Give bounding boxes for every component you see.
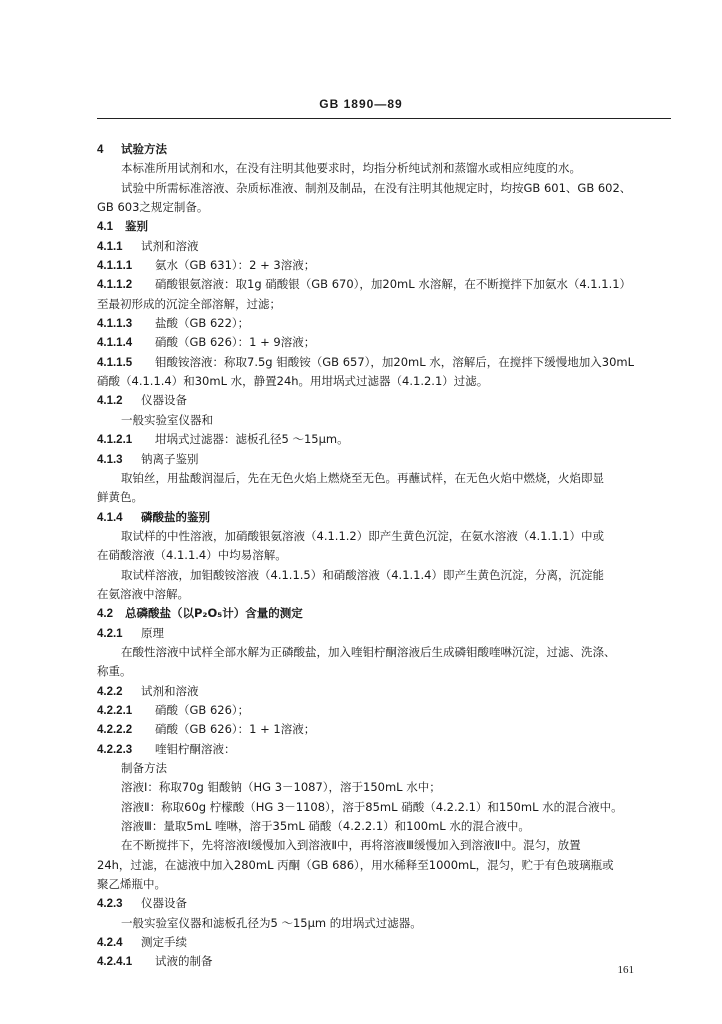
section-heading: 4.1 鉴别 (97, 219, 148, 234)
paragraph-line: 至最初形成的沉淀全部溶解，过滤； (97, 296, 281, 311)
section-heading: 4.2 总磷酸盐（以P₂O₅计）含量的测定 (97, 606, 303, 621)
paragraph-line: 溶液Ⅰ：称取70g 钼酸钠（HG 3－1087），溶于150mL 水中； (121, 780, 441, 795)
clause-line: 4.2.4.1 试液的制备 (97, 954, 213, 969)
subsection-heading: 4.2.1 原理 (97, 625, 164, 640)
paragraph-line: 在酸性溶液中试样全部水解为正磷酸盐，加入喹钼柠酮溶液后生成磷钼酸喹啉沉淀，过滤、洗涤、 (121, 644, 616, 659)
subsection-heading: 4.2.4 测定手续 (97, 935, 187, 950)
paragraph-line: 在硝酸溶液（4.1.1.4）中均易溶解。 (97, 548, 287, 563)
paragraph-line: 取试样溶液，加钼酸铵溶液（4.1.1.5）和硝酸溶液（4.1.1.4）即产生黄色沉淀，分离，沉淀能 (121, 567, 604, 582)
paragraph-line: 取铂丝，用盐酸润湿后，先在无色火焰上燃烧至无色。再蘸试样，在无色火焰中燃烧，火焰即显 (121, 470, 604, 485)
clause-line: 4.2.2.1 硝酸（GB 626）； (97, 702, 250, 717)
paragraph-line: 溶液Ⅱ：称取60g 柠檬酸（HG 3－1108），溶于85mL 硝酸（4.2.2.1）和150mL 水的混合液中。 (121, 799, 623, 814)
clause-line: 4.1.1.5 钼酸铵溶液：称取7.5g 钼酸铵（GB 657），加20mL 水，溶解后，在搅拌下缓慢地加入30mL (97, 354, 635, 369)
clause-line: 4.1.1.3 盐酸（GB 622）； (97, 316, 250, 331)
standard-code-header: GB 1890—89 (319, 97, 403, 111)
subsection-heading: 4.1.2 仪器设备 (97, 393, 187, 408)
subsection-heading: 4.2.2 试剂和溶液 (97, 683, 199, 698)
paragraph-line: 本标准所用试剂和水，在没有注明其他要求时，均指分析纯试剂和蒸馏水或相应纯度的水。 (121, 161, 581, 176)
paragraph-line: 24h，过滤，在滤液中加入280mL 丙酮（GB 686），用水稀释至1000mL，混匀，贮于有色玻璃瓶或 (97, 857, 614, 872)
paragraph-line: 取试样的中性溶液，加硝酸银氨溶液（4.1.1.2）即产生黄色沉淀，在氨水溶液（4.1.1.1）中或 (121, 528, 604, 543)
section-heading: 4 试验方法 (97, 142, 167, 156)
subsection-heading: 4.1.1 试剂和溶液 (97, 238, 199, 253)
paragraph-line: 试验中所需标准溶液、杂质标准液、制剂及制品，在没有注明其他规定时，均按GB 601、GB 602、 (121, 180, 632, 195)
paragraph-line: 鲜黄色。 (97, 490, 143, 505)
clause-line: 4.1.2.1 坩埚式过滤器：滤板孔径5 ～15μm。 (97, 432, 349, 447)
subsection-heading: 4.2.3 仪器设备 (97, 896, 187, 911)
paragraph-line: 称重。 (97, 664, 132, 679)
clause-line: 4.2.2.3 喹钼柠酮溶液： (97, 741, 236, 756)
paragraph-line: 聚乙烯瓶中。 (97, 877, 166, 892)
clause-line: 4.1.1.1 氨水（GB 631）：2 + 3溶液； (97, 258, 316, 273)
subsection-heading: 4.1.4 磷酸盐的鉴别 (97, 509, 210, 524)
clause-line: 4.1.1.4 硝酸（GB 626）：1 + 9溶液； (97, 335, 316, 350)
clause-line: 4.1.1.2 硝酸银氨溶液：取1g 硝酸银（GB 670），加20mL 水溶解，在不断搅拌下加氨水（4.1.1.1） (97, 277, 632, 292)
paragraph-line: 溶液Ⅲ：量取5mL 喹啉，溶于35mL 硝酸（4.2.2.1）和100mL 水的混合液中。 (121, 819, 530, 834)
paragraph-line: 一般实验室仪器和滤板孔径为5 ～15μm 的坩埚式过滤器。 (121, 915, 422, 930)
subsection-heading: 4.1.3 钠离子鉴别 (97, 451, 199, 466)
page-number: 161 (617, 964, 634, 976)
clause-line: 4.2.2.2 硝酸（GB 626）：1 + 1溶液； (97, 722, 316, 737)
paragraph-line: 在不断搅拌下，先将溶液Ⅰ缓慢加入到溶液Ⅱ中，再将溶液Ⅲ缓慢加入到溶液Ⅱ中。混匀，放置 (121, 838, 581, 853)
paragraph-line: 在氨溶液中溶解。 (97, 586, 189, 601)
document-body (97, 140, 687, 972)
paragraph-line: 硝酸（4.1.1.4）和30mL 水，静置24h。用坩埚式过滤器（4.1.2.1）过滤。 (97, 374, 489, 389)
paragraph-line: 一般实验室仪器和 (121, 412, 213, 427)
paragraph-line: 制备方法 (121, 761, 167, 775)
paragraph-line: GB 603之规定制备。 (97, 200, 209, 215)
header-rule (97, 118, 671, 119)
